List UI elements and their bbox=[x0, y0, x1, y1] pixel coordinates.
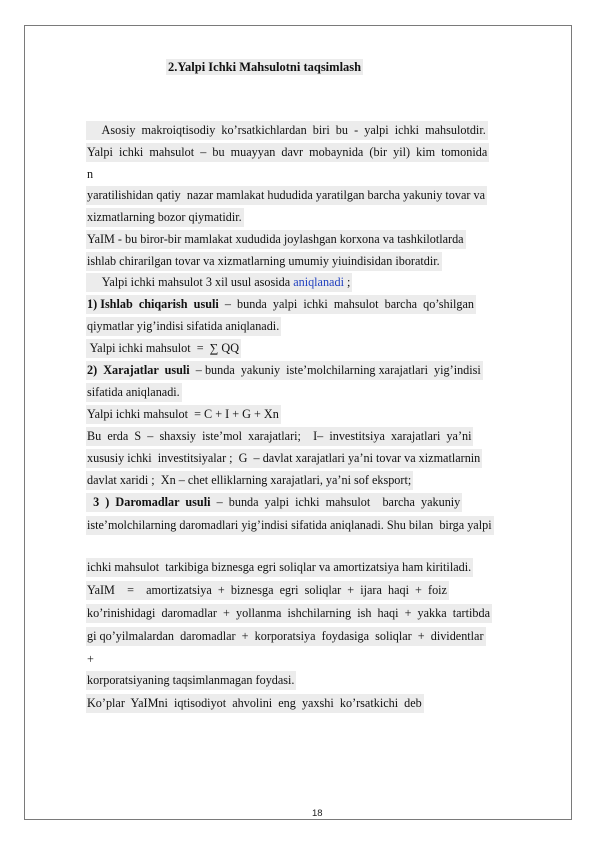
method2-cont: sifatida aniqlanadi. bbox=[86, 383, 182, 402]
method3-formula-1: YaIM = amortizatsiya + biznesga egri soliqlar + ijara haqi + foiz bbox=[86, 581, 449, 600]
method1-line bbox=[86, 295, 476, 314]
method2-explain-2: xususiy ichki investitsiyalar ; G – davlat xarajatlari ya’ni tovar va xizmatlarnin bbox=[86, 449, 482, 468]
method2-text: – bunda yakuniy iste’molchilarning xarajatlari yig’indisi bbox=[189, 363, 481, 377]
method3-line bbox=[86, 493, 462, 512]
method3-text: – bunda yalpi ichki mahsulot barcha yakuniy bbox=[210, 495, 461, 509]
aniqlanadi-link[interactable]: aniqlanadi bbox=[293, 275, 344, 289]
intro-line-2: Yalpi ichki mahsulot – bu muayyan davr mobaynida (bir yil) kim tomonida bbox=[86, 143, 489, 162]
method3-cont-2: ichki mahsulot tarkibiga biznesga egri soliqlar va amortizatsiya ham kiritiladi. bbox=[86, 558, 473, 577]
methods-intro-end: ; bbox=[343, 275, 351, 289]
method1-heading: 1) Ishlab chiqarish usuli bbox=[87, 297, 219, 311]
method2-explain-1: Bu erda S – shaxsiy iste’mol xarajatlari; I– investitsiya xarajatlari ya’ni bbox=[86, 427, 473, 446]
closing-line: Ko’plar YaIMni iqtisodiyot ahvolini eng yaxshi ko’rsatkichi deb bbox=[86, 694, 424, 713]
method3-formula-5: korporatsiyaning taqsimlanmagan foydasi. bbox=[86, 671, 296, 690]
methods-intro-line bbox=[86, 273, 352, 292]
method1-text: – bunda yalpi ichki mahsulot barcha qo’shilgan bbox=[218, 297, 474, 311]
method3-cont-1: iste’molchilarning daromadlari yig’indisi sifatida aniqlanadi. Shu bilan birga yalpi bbox=[86, 516, 494, 535]
intro-line-3: n bbox=[87, 167, 94, 181]
method2-heading: 2) Xarajatlar usuli bbox=[87, 363, 190, 377]
method2-line bbox=[86, 361, 483, 380]
method3-formula-2: ko’rinishidagi daromadlar + yollanma ishchilarning ish haqi + yakka tartibda bbox=[86, 604, 492, 623]
method3-formula-4: + bbox=[87, 652, 94, 666]
method2-explain-3: davlat xaridi ; Xn – chet elliklarning xarajatlari, ya’ni sof eksport; bbox=[86, 471, 413, 490]
intro-line-1: Asosiy makroiqtisodiy ko’rsatkichlardan biri bu - yalpi ichki mahsulotdir. bbox=[86, 121, 488, 140]
intro-line-4: yaratilishidan qatiy nazar mamlakat hududida yaratilgan barcha yakuniy tovar va bbox=[86, 186, 487, 205]
method3-heading: 3 ) Daromadlar usuli bbox=[87, 495, 211, 509]
method1-cont: qiymatlar yig’indisi sifatida aniqlanadi. bbox=[86, 317, 281, 336]
section-title: 2.Yalpi Ichki Mahsulotni taqsimlash bbox=[168, 60, 362, 74]
page-number: 18 bbox=[312, 808, 323, 819]
method1-formula: Yalpi ichki mahsulot = ∑ QQ bbox=[86, 339, 241, 358]
intro-line-6: YaIM - bu biror-bir mamlakat xududida joylashgan korxona va tashkilotlarda bbox=[86, 230, 466, 249]
method2-formula: Yalpi ichki mahsulot = C + I + G + Xn bbox=[86, 405, 281, 424]
intro-line-7: ishlab chirarilgan tovar va xizmatlarning umumiy yiuindisidan iboratdir. bbox=[86, 252, 442, 271]
intro-line-5: xizmatlarning bozor qiymatidir. bbox=[86, 208, 244, 227]
methods-intro-text: Yalpi ichki mahsulot 3 xil usul asosida bbox=[87, 275, 294, 289]
method3-formula-3: gi qo’yilmalardan daromadlar + korporatsiya foydasiga soliqlar + dividentlar bbox=[86, 627, 486, 646]
